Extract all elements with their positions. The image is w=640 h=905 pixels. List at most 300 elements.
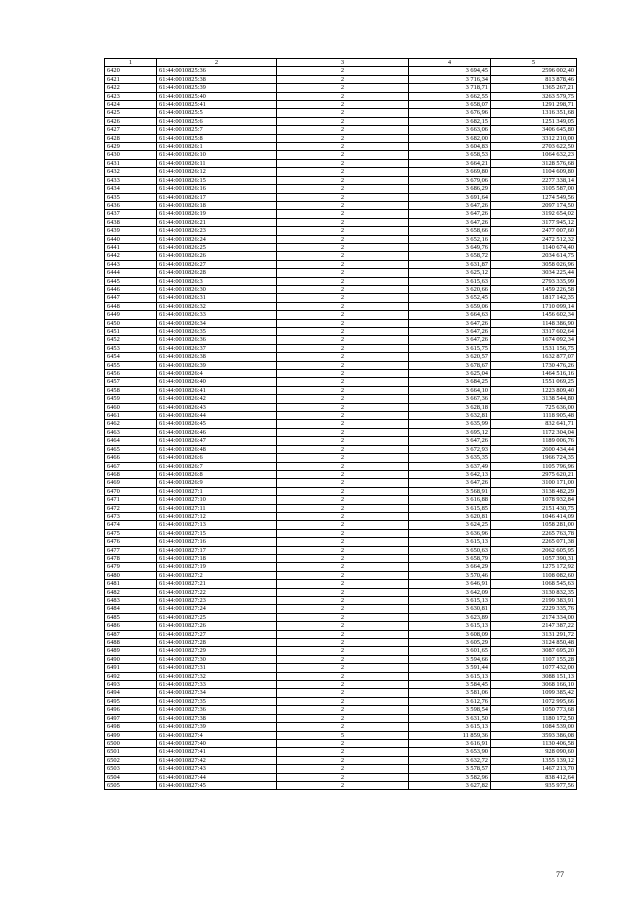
- cadastral-number-cell: 61:44:0010825:5: [157, 109, 277, 117]
- table-row: [105, 781, 577, 789]
- area-cell: 3 694,45: [409, 67, 491, 75]
- row-number-cell: 6431: [105, 159, 157, 167]
- value-cell: 2596 002,40: [491, 67, 577, 75]
- cadastral-number-cell: 61:44:0010826:8: [157, 470, 277, 478]
- value-cell: 1632 877,07: [491, 353, 577, 361]
- category-cell: 2: [277, 689, 409, 697]
- area-cell: 3 637,49: [409, 462, 491, 470]
- row-number-cell: 6495: [105, 697, 157, 705]
- cadastral-number-cell: 61:44:0010826:6: [157, 454, 277, 462]
- area-cell: 3 664,10: [409, 386, 491, 394]
- value-cell: 3406 645,80: [491, 126, 577, 134]
- table-row: [105, 101, 577, 109]
- table-row: [105, 176, 577, 184]
- row-number-cell: 6474: [105, 521, 157, 529]
- category-cell: 2: [277, 151, 409, 159]
- category-cell: 2: [277, 336, 409, 344]
- row-number-cell: 6428: [105, 134, 157, 142]
- table-row: [105, 109, 577, 117]
- area-cell: 3 636,96: [409, 529, 491, 537]
- row-number-cell: 6484: [105, 605, 157, 613]
- cadastral-number-cell: 61:44:0010826:41: [157, 386, 277, 394]
- cadastral-number-cell: 61:44:0010826:38: [157, 353, 277, 361]
- row-number-cell: 6432: [105, 168, 157, 176]
- value-cell: 3177 945,12: [491, 218, 577, 226]
- row-number-cell: 6501: [105, 748, 157, 756]
- area-cell: 3 620,81: [409, 512, 491, 520]
- category-cell: 2: [277, 185, 409, 193]
- row-number-cell: 6479: [105, 563, 157, 571]
- table-row: [105, 210, 577, 218]
- table-row: [105, 260, 577, 268]
- row-number-cell: 6486: [105, 622, 157, 630]
- cadastral-number-cell: 61:44:0010825:36: [157, 67, 277, 75]
- category-cell: 2: [277, 655, 409, 663]
- category-cell: 2: [277, 647, 409, 655]
- value-cell: 2472 512,32: [491, 235, 577, 243]
- category-cell: 2: [277, 260, 409, 268]
- table-row: [105, 496, 577, 504]
- cadastral-value-table: [104, 58, 577, 790]
- value-cell: 3124 850,48: [491, 639, 577, 647]
- row-number-cell: 6424: [105, 101, 157, 109]
- area-cell: 3 581,06: [409, 689, 491, 697]
- table-row: [105, 723, 577, 731]
- row-number-cell: 6438: [105, 218, 157, 226]
- cadastral-number-cell: 61:44:0010826:25: [157, 243, 277, 251]
- table-row: [105, 269, 577, 277]
- row-number-cell: 6433: [105, 176, 157, 184]
- value-cell: 3088 151,13: [491, 672, 577, 680]
- area-cell: 3 615,13: [409, 597, 491, 605]
- cadastral-number-cell: 61:44:0010826:47: [157, 437, 277, 445]
- value-cell: 1130 406,58: [491, 739, 577, 747]
- cadastral-number-cell: 61:44:0010827:40: [157, 739, 277, 747]
- cadastral-number-cell: 61:44:0010827:11: [157, 504, 277, 512]
- cadastral-number-cell: 61:44:0010827:28: [157, 639, 277, 647]
- cadastral-number-cell: 61:44:0010826:34: [157, 319, 277, 327]
- category-cell: 2: [277, 706, 409, 714]
- area-cell: 3 658,53: [409, 151, 491, 159]
- value-cell: 1148 386,90: [491, 319, 577, 327]
- value-cell: 1108 082,60: [491, 571, 577, 579]
- row-number-cell: 6453: [105, 344, 157, 352]
- area-cell: 3 646,91: [409, 580, 491, 588]
- cadastral-number-cell: 61:44:0010826:21: [157, 218, 277, 226]
- cadastral-number-cell: 61:44:0010826:46: [157, 428, 277, 436]
- row-number-cell: 6503: [105, 765, 157, 773]
- area-cell: 3 678,67: [409, 361, 491, 369]
- value-cell: 2097 174,50: [491, 201, 577, 209]
- value-cell: 1459 226,58: [491, 285, 577, 293]
- row-number-cell: 6478: [105, 554, 157, 562]
- row-number-cell: 6493: [105, 681, 157, 689]
- table-row: [105, 386, 577, 394]
- cadastral-number-cell: 61:44:0010826:12: [157, 168, 277, 176]
- area-cell: 3 647,26: [409, 336, 491, 344]
- row-number-cell: 6452: [105, 336, 157, 344]
- cadastral-number-cell: 61:44:0010827:42: [157, 756, 277, 764]
- category-cell: 2: [277, 117, 409, 125]
- row-number-cell: 6487: [105, 630, 157, 638]
- cadastral-number-cell: 61:44:0010826:4: [157, 370, 277, 378]
- value-cell: 1355 139,12: [491, 756, 577, 764]
- category-cell: 2: [277, 681, 409, 689]
- row-number-cell: 6480: [105, 571, 157, 579]
- area-cell: 3 647,26: [409, 210, 491, 218]
- area-cell: 3 647,26: [409, 201, 491, 209]
- value-cell: 2703 622,50: [491, 143, 577, 151]
- category-cell: 2: [277, 504, 409, 512]
- cadastral-number-cell: 61:44:0010826:37: [157, 344, 277, 352]
- row-number-cell: 6425: [105, 109, 157, 117]
- cadastral-number-cell: 61:44:0010827:2: [157, 571, 277, 579]
- table-row: [105, 277, 577, 285]
- value-cell: 2600 434,44: [491, 445, 577, 453]
- area-cell: 3 625,04: [409, 370, 491, 378]
- value-cell: 2034 614,75: [491, 252, 577, 260]
- cadastral-number-cell: 61:44:0010827:4: [157, 731, 277, 739]
- category-cell: 2: [277, 639, 409, 647]
- cadastral-number-cell: 61:44:0010825:8: [157, 134, 277, 142]
- row-number-cell: 6441: [105, 243, 157, 251]
- cadastral-number-cell: 61:44:0010827:43: [157, 765, 277, 773]
- row-number-cell: 6449: [105, 311, 157, 319]
- area-cell: 3 615,75: [409, 344, 491, 352]
- area-cell: 3 669,80: [409, 168, 491, 176]
- cadastral-number-cell: 61:44:0010826:15: [157, 176, 277, 184]
- area-cell: 3 691,64: [409, 193, 491, 201]
- cadastral-number-cell: 61:44:0010825:39: [157, 84, 277, 92]
- category-cell: 2: [277, 386, 409, 394]
- category-cell: 2: [277, 597, 409, 605]
- table-row: [105, 706, 577, 714]
- cadastral-number-cell: 61:44:0010826:18: [157, 201, 277, 209]
- category-cell: 2: [277, 723, 409, 731]
- category-cell: 2: [277, 344, 409, 352]
- area-cell: 3 642,09: [409, 588, 491, 596]
- row-number-cell: 6426: [105, 117, 157, 125]
- area-cell: 3 679,06: [409, 176, 491, 184]
- cadastral-number-cell: 61:44:0010826:39: [157, 361, 277, 369]
- category-cell: 2: [277, 243, 409, 251]
- row-number-cell: 6494: [105, 689, 157, 697]
- area-cell: 3 632,72: [409, 756, 491, 764]
- area-cell: 3 664,29: [409, 563, 491, 571]
- area-cell: 3 684,25: [409, 378, 491, 386]
- cadastral-number-cell: 61:44:0010827:29: [157, 647, 277, 655]
- table-row: [105, 344, 577, 352]
- cadastral-number-cell: 61:44:0010827:35: [157, 697, 277, 705]
- row-number-cell: 6423: [105, 92, 157, 100]
- value-cell: 1046 414,09: [491, 512, 577, 520]
- value-cell: 1464 516,16: [491, 370, 577, 378]
- category-cell: 2: [277, 781, 409, 789]
- area-cell: 3 616,91: [409, 739, 491, 747]
- table-row: [105, 605, 577, 613]
- area-cell: 3 627,82: [409, 781, 491, 789]
- value-cell: 3128 576,68: [491, 159, 577, 167]
- category-cell: 2: [277, 672, 409, 680]
- category-cell: 2: [277, 521, 409, 529]
- row-number-cell: 6465: [105, 445, 157, 453]
- category-cell: 2: [277, 765, 409, 773]
- category-cell: 2: [277, 378, 409, 386]
- area-cell: 3 605,29: [409, 639, 491, 647]
- value-cell: 3312 210,00: [491, 134, 577, 142]
- cadastral-number-cell: 61:44:0010827:1: [157, 487, 277, 495]
- value-cell: 1104 609,80: [491, 168, 577, 176]
- category-cell: 2: [277, 319, 409, 327]
- row-number-cell: 6466: [105, 454, 157, 462]
- row-number-cell: 6463: [105, 428, 157, 436]
- row-number-cell: 6437: [105, 210, 157, 218]
- area-cell: 3 620,66: [409, 285, 491, 293]
- row-number-cell: 6460: [105, 403, 157, 411]
- category-cell: 2: [277, 748, 409, 756]
- row-number-cell: 6445: [105, 277, 157, 285]
- area-cell: 3 615,85: [409, 504, 491, 512]
- table-row: [105, 201, 577, 209]
- table-row: [105, 647, 577, 655]
- category-cell: 2: [277, 227, 409, 235]
- category-cell: 2: [277, 143, 409, 151]
- row-number-cell: 6467: [105, 462, 157, 470]
- area-cell: 3 615,13: [409, 672, 491, 680]
- category-cell: 2: [277, 353, 409, 361]
- cadastral-number-cell: 61:44:0010825:40: [157, 92, 277, 100]
- category-cell: 2: [277, 252, 409, 260]
- row-number-cell: 6485: [105, 613, 157, 621]
- category-cell: 2: [277, 84, 409, 92]
- table-row: [105, 538, 577, 546]
- category-cell: 2: [277, 109, 409, 117]
- value-cell: 2151 430,75: [491, 504, 577, 512]
- row-number-cell: 6455: [105, 361, 157, 369]
- table-row: [105, 353, 577, 361]
- value-cell: 3130 832,35: [491, 588, 577, 596]
- category-cell: 2: [277, 664, 409, 672]
- cadastral-number-cell: 61:44:0010826:33: [157, 311, 277, 319]
- table-row: [105, 403, 577, 411]
- value-cell: 2147 387,22: [491, 622, 577, 630]
- category-cell: 2: [277, 126, 409, 134]
- cadastral-number-cell: 61:44:0010826:7: [157, 462, 277, 470]
- category-cell: 2: [277, 302, 409, 310]
- value-cell: 1223 809,40: [491, 386, 577, 394]
- cadastral-number-cell: 61:44:0010827:38: [157, 714, 277, 722]
- cadastral-number-cell: 61:44:0010826:23: [157, 227, 277, 235]
- row-number-cell: 6496: [105, 706, 157, 714]
- category-cell: 2: [277, 529, 409, 537]
- value-cell: 1674 092,34: [491, 336, 577, 344]
- area-cell: 3 632,81: [409, 412, 491, 420]
- area-cell: 3 647,26: [409, 328, 491, 336]
- table-row: [105, 454, 577, 462]
- value-cell: 1710 099,14: [491, 302, 577, 310]
- table-row: [105, 92, 577, 100]
- area-cell: 3 616,88: [409, 496, 491, 504]
- category-cell: 2: [277, 470, 409, 478]
- value-cell: 1817 142,35: [491, 294, 577, 302]
- table-row: [105, 285, 577, 293]
- table-row: [105, 319, 577, 327]
- category-cell: 2: [277, 210, 409, 218]
- category-cell: 2: [277, 496, 409, 504]
- table-row: [105, 521, 577, 529]
- category-cell: 2: [277, 445, 409, 453]
- area-cell: 3 658,72: [409, 252, 491, 260]
- cadastral-number-cell: 61:44:0010826:9: [157, 479, 277, 487]
- table-row: [105, 739, 577, 747]
- table-header-row: [105, 59, 577, 67]
- category-cell: 2: [277, 134, 409, 142]
- value-cell: 725 636,00: [491, 403, 577, 411]
- table-row: [105, 117, 577, 125]
- value-cell: 1118 905,48: [491, 412, 577, 420]
- cadastral-number-cell: 61:44:0010827:44: [157, 773, 277, 781]
- cadastral-number-cell: 61:44:0010827:36: [157, 706, 277, 714]
- row-number-cell: 6461: [105, 412, 157, 420]
- area-cell: 3 718,71: [409, 84, 491, 92]
- value-cell: 813 878,46: [491, 75, 577, 83]
- cadastral-number-cell: 61:44:0010826:16: [157, 185, 277, 193]
- category-cell: 2: [277, 538, 409, 546]
- cadastral-number-cell: 61:44:0010826:43: [157, 403, 277, 411]
- category-cell: 2: [277, 756, 409, 764]
- category-cell: 2: [277, 235, 409, 243]
- cadastral-number-cell: 61:44:0010826:40: [157, 378, 277, 386]
- row-number-cell: 6483: [105, 597, 157, 605]
- cadastral-number-cell: 61:44:0010826:1: [157, 143, 277, 151]
- area-cell: 3 664,63: [409, 311, 491, 319]
- area-cell: 3 686,29: [409, 185, 491, 193]
- value-cell: 3100 171,00: [491, 479, 577, 487]
- row-number-cell: 6429: [105, 143, 157, 151]
- value-cell: 3058 026,96: [491, 260, 577, 268]
- category-cell: 2: [277, 201, 409, 209]
- category-cell: 2: [277, 580, 409, 588]
- table-row: [105, 571, 577, 579]
- cadastral-number-cell: 61:44:0010826:36: [157, 336, 277, 344]
- area-cell: 3 635,35: [409, 454, 491, 462]
- value-cell: 1467 213,70: [491, 765, 577, 773]
- value-cell: 1107 155,28: [491, 655, 577, 663]
- table-row: [105, 412, 577, 420]
- category-cell: 2: [277, 361, 409, 369]
- cadastral-number-cell: 61:44:0010825:6: [157, 117, 277, 125]
- value-cell: 3263 579,75: [491, 92, 577, 100]
- table-row: [105, 328, 577, 336]
- table-row: [105, 235, 577, 243]
- area-cell: 3 663,06: [409, 126, 491, 134]
- row-number-cell: 6434: [105, 185, 157, 193]
- table-row: [105, 554, 577, 562]
- value-cell: 3192 654,02: [491, 210, 577, 218]
- cadastral-number-cell: 61:44:0010827:24: [157, 605, 277, 613]
- area-cell: 3 582,96: [409, 773, 491, 781]
- row-number-cell: 6488: [105, 639, 157, 647]
- table-row: [105, 445, 577, 453]
- table-row: [105, 664, 577, 672]
- cadastral-number-cell: 61:44:0010826:35: [157, 328, 277, 336]
- category-cell: 2: [277, 403, 409, 411]
- category-cell: 2: [277, 630, 409, 638]
- cadastral-number-cell: 61:44:0010827:30: [157, 655, 277, 663]
- value-cell: 2265 071,38: [491, 538, 577, 546]
- value-cell: 1531 156,75: [491, 344, 577, 352]
- category-cell: 2: [277, 75, 409, 83]
- value-cell: 1251 349,05: [491, 117, 577, 125]
- cadastral-number-cell: 61:44:0010826:24: [157, 235, 277, 243]
- cadastral-number-cell: 61:44:0010827:18: [157, 554, 277, 562]
- table-row: [105, 143, 577, 151]
- value-cell: 1365 267,21: [491, 84, 577, 92]
- category-cell: 2: [277, 714, 409, 722]
- table-row: [105, 227, 577, 235]
- category-cell: 2: [277, 412, 409, 420]
- category-cell: 2: [277, 605, 409, 613]
- cadastral-number-cell: 61:44:0010827:25: [157, 613, 277, 621]
- row-number-cell: 6454: [105, 353, 157, 361]
- category-cell: 2: [277, 613, 409, 621]
- value-cell: 1189 006,76: [491, 437, 577, 445]
- table-row: [105, 773, 577, 781]
- area-cell: 3 662,55: [409, 92, 491, 100]
- row-number-cell: 6482: [105, 588, 157, 596]
- table-row: [105, 689, 577, 697]
- table-row: [105, 126, 577, 134]
- area-cell: 3 631,50: [409, 714, 491, 722]
- area-cell: 3 659,06: [409, 302, 491, 310]
- cadastral-number-cell: 61:44:0010827:33: [157, 681, 277, 689]
- category-cell: 2: [277, 546, 409, 554]
- area-cell: 3 624,25: [409, 521, 491, 529]
- area-cell: 3 682,00: [409, 134, 491, 142]
- area-cell: 3 623,89: [409, 613, 491, 621]
- cadastral-number-cell: 61:44:0010827:16: [157, 538, 277, 546]
- category-cell: 2: [277, 193, 409, 201]
- area-cell: 3 652,16: [409, 235, 491, 243]
- category-cell: 2: [277, 420, 409, 428]
- row-number-cell: 6477: [105, 546, 157, 554]
- table-row: [105, 681, 577, 689]
- row-number-cell: 6492: [105, 672, 157, 680]
- cadastral-number-cell: 61:44:0010826:26: [157, 252, 277, 260]
- column-header: 5: [491, 59, 577, 67]
- cadastral-number-cell: 61:44:0010826:30: [157, 285, 277, 293]
- area-cell: 3 612,76: [409, 697, 491, 705]
- table-row: [105, 470, 577, 478]
- row-number-cell: 6443: [105, 260, 157, 268]
- value-cell: 3317 602,64: [491, 328, 577, 336]
- value-cell: 1105 796,96: [491, 462, 577, 470]
- cadastral-number-cell: 61:44:0010825:38: [157, 75, 277, 83]
- category-cell: 2: [277, 294, 409, 302]
- row-number-cell: 6458: [105, 386, 157, 394]
- cadastral-number-cell: 61:44:0010827:17: [157, 546, 277, 554]
- area-cell: 3 695,12: [409, 428, 491, 436]
- area-cell: 3 647,26: [409, 218, 491, 226]
- value-cell: 2277 338,14: [491, 176, 577, 184]
- row-number-cell: 6464: [105, 437, 157, 445]
- column-header: 4: [409, 59, 491, 67]
- row-number-cell: 6421: [105, 75, 157, 83]
- row-number-cell: 6457: [105, 378, 157, 386]
- table-row: [105, 630, 577, 638]
- value-cell: 1140 674,40: [491, 243, 577, 251]
- value-cell: 1172 304,04: [491, 428, 577, 436]
